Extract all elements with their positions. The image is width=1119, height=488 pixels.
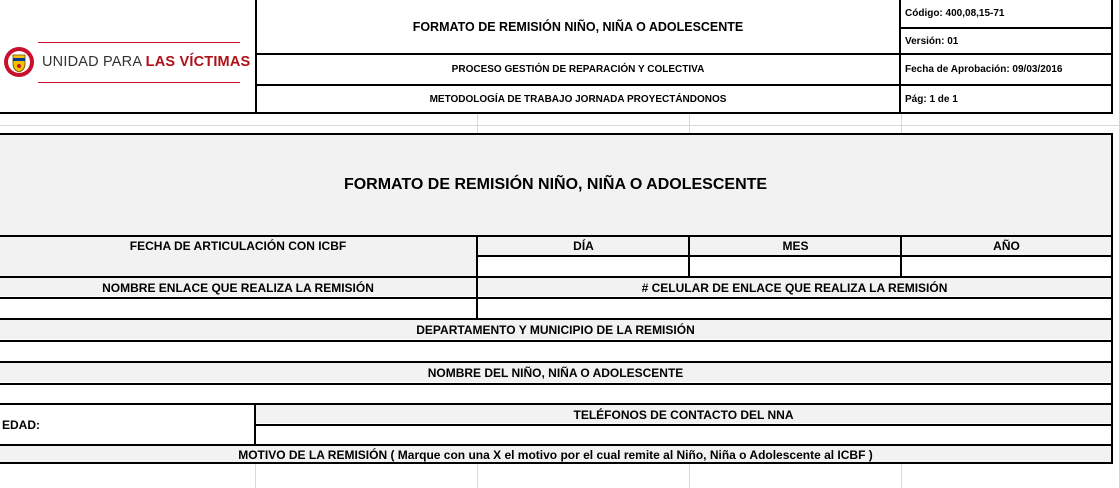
logo-bottom-line	[38, 82, 240, 83]
gridline	[901, 114, 902, 133]
logo-text-regular: UNIDAD PARA	[42, 54, 146, 70]
age-label: EDAD:	[2, 417, 40, 432]
header-line	[0, 112, 1113, 114]
header-divider	[1111, 0, 1113, 114]
link-name-input[interactable]	[0, 299, 476, 318]
child-name-label: NOMBRE DEL NIÑO, NIÑA O ADOLESCENTE	[427, 366, 684, 380]
header-methodology: METODOLOGÍA DE TRABAJO JORNADA PROYECTÁNDONOS	[429, 93, 727, 105]
gridline	[0, 125, 1119, 126]
gridline	[689, 462, 690, 488]
gridline	[477, 462, 478, 488]
link-phone-label: # CELULAR DE ENLACE QUE REALIZA LA REMISIÓN	[641, 280, 948, 295]
reason-label: MOTIVO DE LA REMISIÓN ( Marque con una X el motivo por el cual remite al Niño, Niña o Adolescente al ICBF )	[238, 447, 873, 462]
day-label: DÍA	[573, 239, 594, 253]
year-label: AÑO	[993, 239, 1020, 253]
month-label: MES	[782, 239, 809, 253]
header-version: Versión: 01	[905, 35, 959, 47]
header-approval-date: Fecha de Aprobación: 09/03/2016	[905, 64, 1063, 75]
link-phone-input[interactable]	[478, 299, 1111, 318]
header-process: PROCESO GESTIÓN DE REPARACIÓN Y COLECTIVA	[451, 64, 705, 75]
day-input[interactable]	[478, 257, 688, 276]
contact-phones-label: TELÉFONOS DE CONTACTO DEL NNA	[573, 407, 794, 422]
gridline	[477, 114, 478, 133]
gridline	[689, 114, 690, 133]
header-title: FORMATO DE REMISIÓN NIÑO, NIÑA O ADOLESCENTE	[412, 19, 744, 34]
gridline	[255, 462, 256, 488]
unidad-victimas-logo	[2, 40, 252, 84]
logo-top-line	[38, 42, 240, 43]
contact-phones-input[interactable]	[256, 426, 1111, 444]
location-label: DEPARTAMENTO Y MUNICIPIO DE LA REMISIÓN	[416, 323, 695, 337]
form-title: FORMATO DE REMISIÓN NIÑO, NIÑA O ADOLESCENTE	[343, 176, 768, 193]
year-input[interactable]	[902, 257, 1111, 276]
month-input[interactable]	[690, 257, 900, 276]
header-page: Pág: 1 de 1	[905, 93, 958, 105]
location-input[interactable]	[0, 342, 1111, 361]
row-line	[0, 462, 1113, 464]
logo-text-bold: LAS VÍCTIMAS	[145, 54, 251, 70]
articulation-date-label: FECHA DE ARTICULACIÓN CON ICBF	[129, 239, 347, 253]
header-code: Código: 400,08,15-71	[905, 8, 1005, 19]
colombia-coat-of-arms-icon	[2, 45, 36, 79]
link-name-label: NOMBRE ENLACE QUE REALIZA LA REMISIÓN	[102, 280, 374, 295]
gridline	[901, 462, 902, 488]
child-name-input[interactable]	[0, 385, 1111, 403]
